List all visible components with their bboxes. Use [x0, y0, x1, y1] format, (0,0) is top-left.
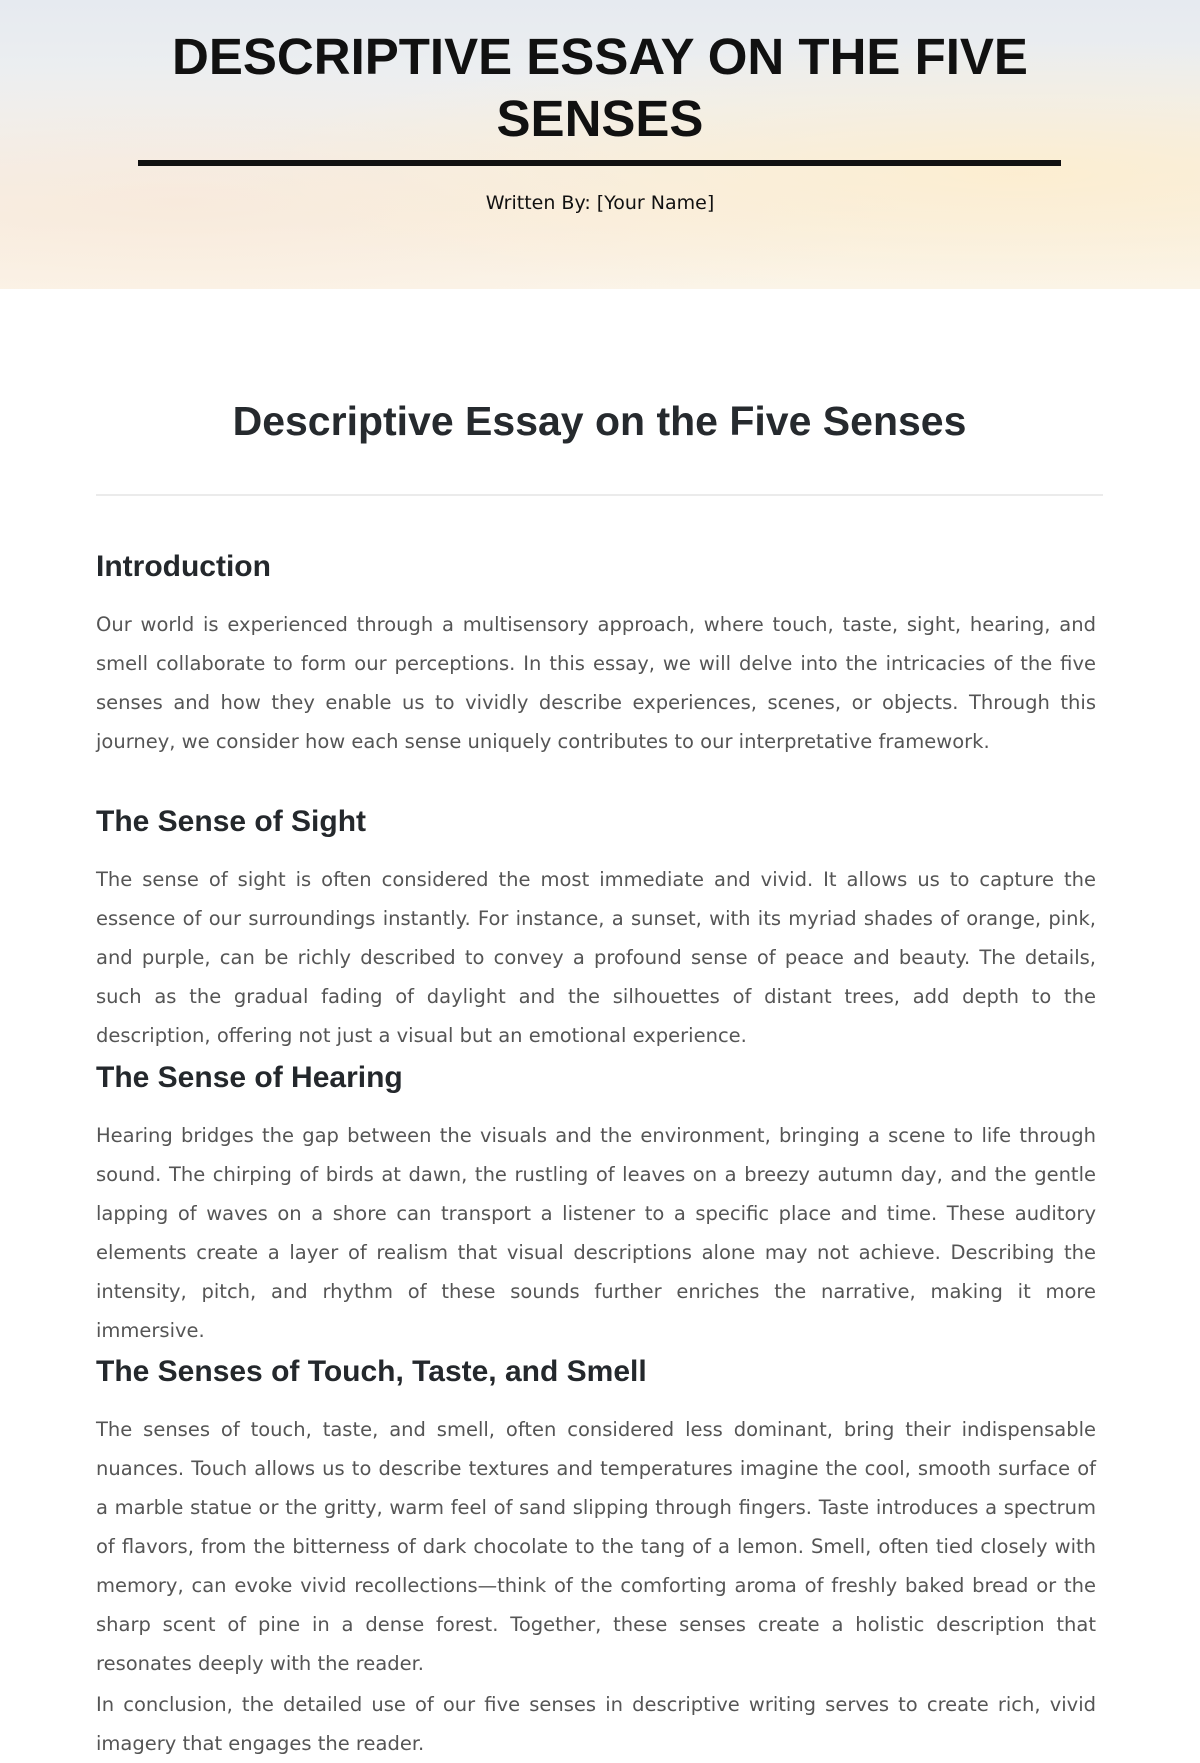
banner-title: DESCRIPTIVE ESSAY ON THE FIVE SENSES [172, 28, 1028, 147]
section-sight [96, 802, 1096, 1055]
section-conclusion [96, 1685, 1096, 1763]
section-body: Our world is experienced through a multisensory approach, where touch, taste, sight, hearing, and smell collaborate to form our perceptions. In this essay, we will delve into the intricacies of the five senses and how they enable us to vividly describe experiences, scenes, or objects. Through this journey, we consider how each sense uniquely contributes to our interpretative framework. [96, 613, 1096, 753]
section-body: Hearing bridges the gap between the visuals and the environment, bringing a scene to life through sound. The chirping of birds at dawn, the rustling of leaves on a breezy autumn day, and the gentle lapping of waves on a shore can transport a listener to a specific place and time. These auditory elements create a layer of realism that visual descriptions alone may not achieve. Describing the intensity, pitch, and rhythm of these sounds further enriches the narrative, making it more immersive. [96, 1124, 1096, 1342]
author-byline: Written By: [Your Name] [485, 192, 715, 214]
section-touch-taste-smell [96, 1352, 1096, 1683]
header-banner [0, 0, 1200, 289]
section-introduction [96, 547, 1096, 761]
section-hearing [96, 1058, 1096, 1350]
section-body: The sense of sight is often considered the most immediate and vivid. It allows us to capture the essence of our surroundings instantly. For instance, a sunset, with its myriad shades of orange, pink, and purple, can be richly described to convey a profound sense of peace and beauty. The details, such as the gradual fading of daylight and the silhouettes of distant trees, add depth to the description, offering not just a visual but an emotional experience. [96, 868, 1096, 1047]
section-heading: The Sense of Hearing [96, 1061, 403, 1094]
section-body: In conclusion, the detailed use of our five senses in descriptive writing serves to create rich, vivid imagery that engages the reader. [96, 1693, 1096, 1755]
title-divider [96, 494, 1103, 496]
section-heading: The Senses of Touch, Taste, and Smell [96, 1355, 647, 1388]
section-heading: Introduction [96, 550, 271, 583]
section-heading: The Sense of Sight [96, 805, 367, 838]
section-body: The senses of touch, taste, and smell, often considered less dominant, bring their indispensable nuances. Touch allows us to describe textures and temperatures imagine the cool, smooth surface of a marble statue or the gritty, warm feel of sand slipping through fingers. Taste introduces a spectrum of flavors, from the bitterness of dark chocolate to the tang of a lemon. Smell, often tied closely with memory, can evoke vivid recollections—think of the comforting aroma of freshly baked bread or the sharp scent of pine in a dense forest. Together, these senses create a holistic description that resonates deeply with the reader. [96, 1418, 1096, 1675]
banner-divider [138, 160, 1061, 166]
document-title: Descriptive Essay on the Five Senses [232, 398, 967, 444]
